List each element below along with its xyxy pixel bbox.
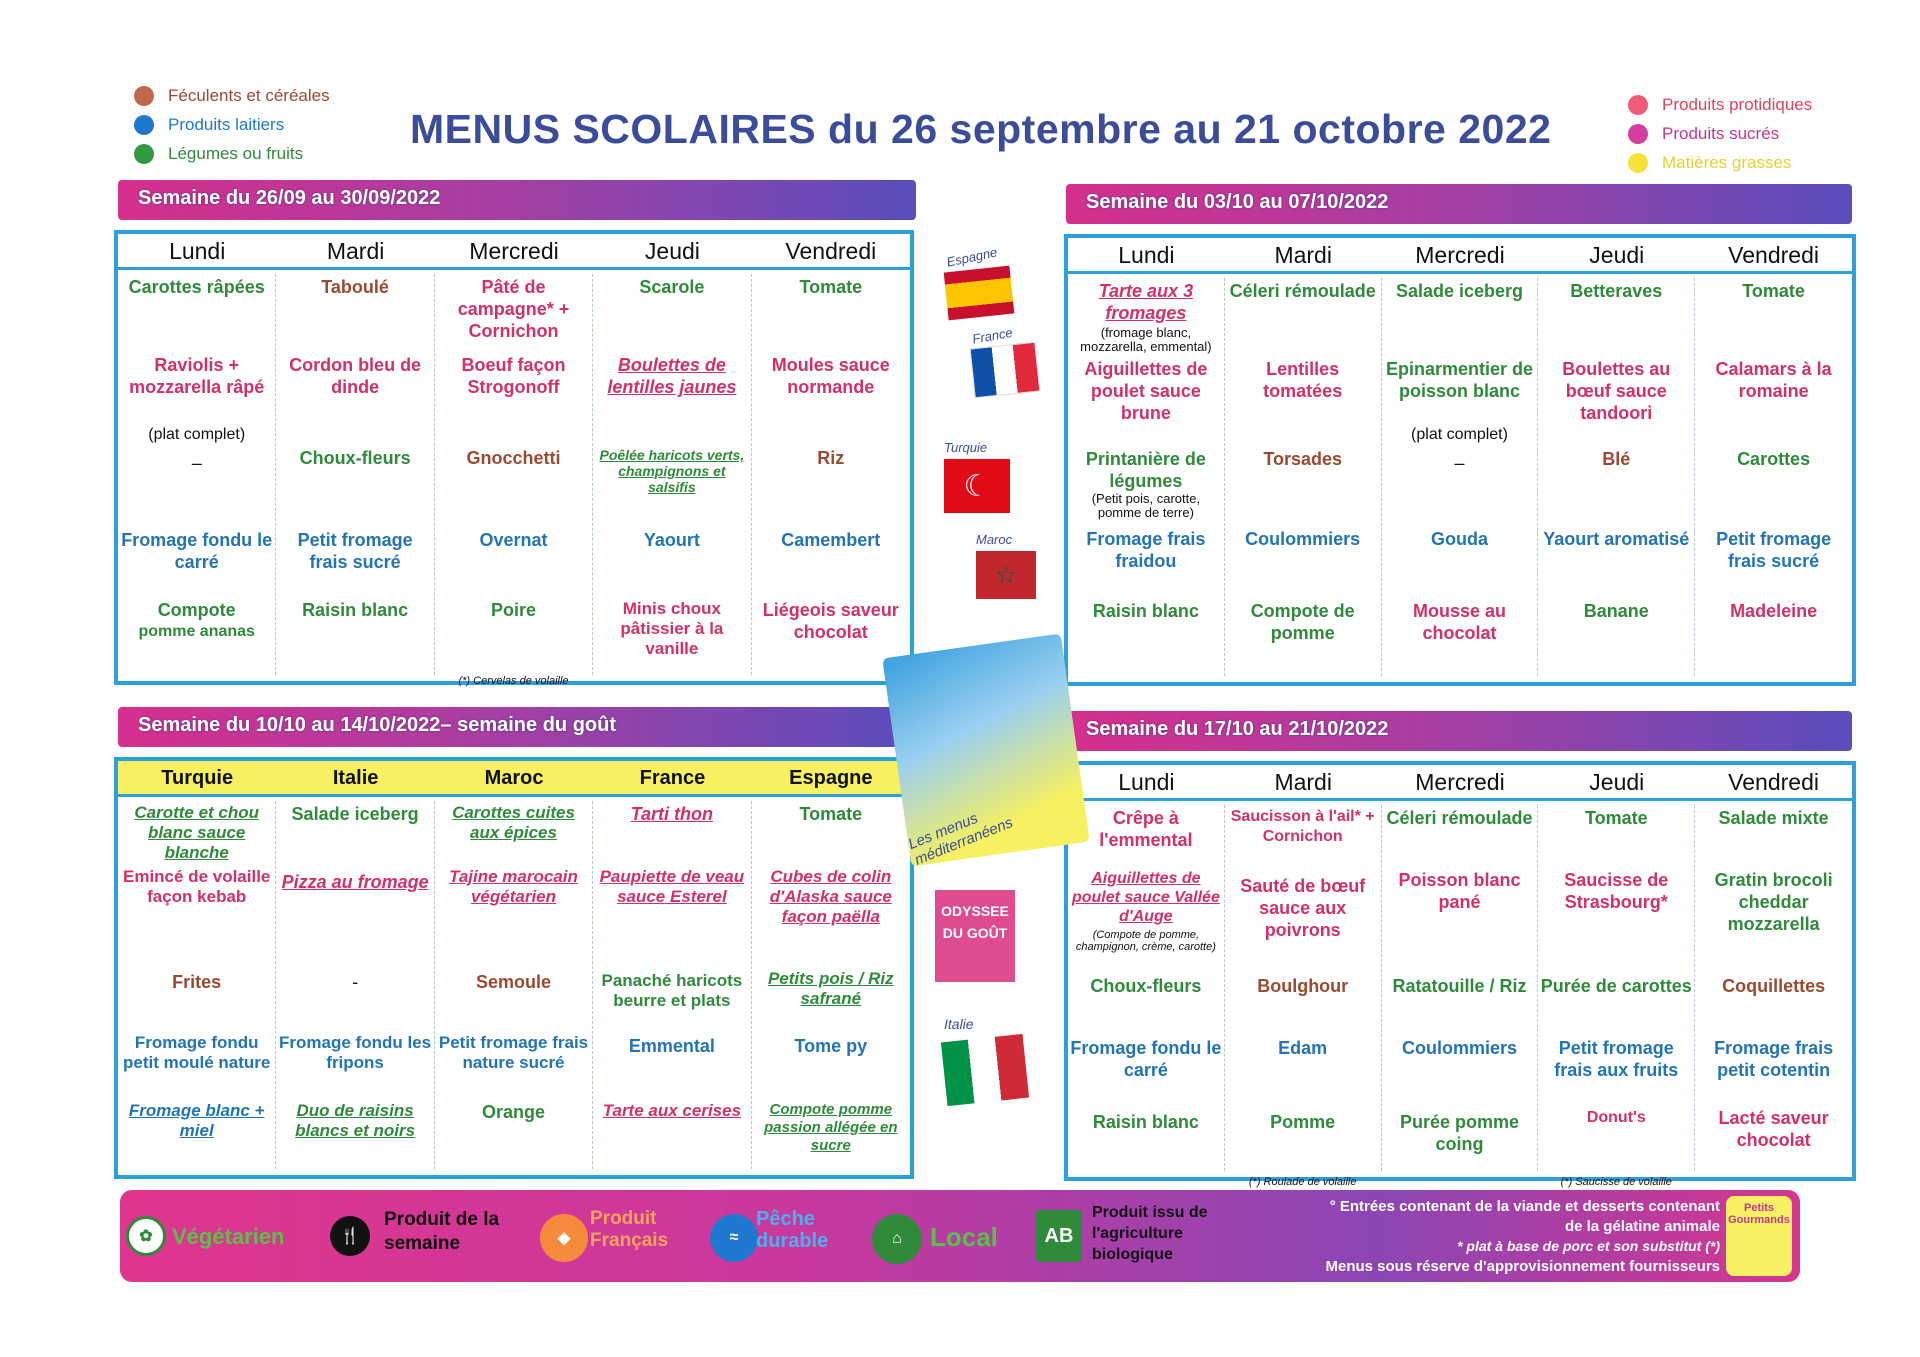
flag-label: Maroc (976, 532, 1013, 547)
menu-item: Tome py (794, 1036, 868, 1056)
menu-item: Céleri rémoulade (1386, 808, 1533, 828)
menu-item-detail: (Compote de pomme, champignon, crème, carotte) (1075, 929, 1216, 953)
menu-item: Poisson blanc pané (1398, 870, 1521, 912)
week3-banner: Semaine du 10/10 au 14/10/2022– semaine du goût (118, 707, 916, 747)
menu-item: Salade iceberg (291, 804, 419, 824)
menu-item: Coquillettes (1722, 976, 1826, 996)
menu-item: Poire (490, 600, 536, 620)
day-lundi: Lundi (169, 238, 226, 264)
footer-semaine: Produit de la semaine (384, 1209, 500, 1254)
menu-item: Orange (481, 1102, 545, 1122)
menu-item: Céleri rémoulade (1229, 281, 1376, 301)
morocco-flag-icon: ☆ (976, 551, 1036, 599)
menu-item: Panaché haricots beurre et plats (601, 971, 743, 1010)
menu-item: Tomate (1584, 808, 1648, 828)
menu-item: Fromage fondu petit moulé nature (123, 1033, 271, 1072)
week4-banner: Semaine du 17/10 au 21/10/2022 (1066, 711, 1852, 751)
badge-mediterraneens (882, 633, 1089, 869)
menu-item: Fromage fondu le carré (1070, 1038, 1222, 1080)
menu-item: Taboulé (321, 277, 389, 297)
legend-label: Produits sucrés (1662, 124, 1780, 143)
week4-note1: (*) Roulade de volaille (1248, 1176, 1357, 1188)
menu-item: Madeleine (1730, 601, 1818, 621)
footer-note4: Menus sous réserve d'approvisionnement fournisseurs (1325, 1258, 1720, 1275)
footer-peche: Pêche durable (756, 1208, 829, 1252)
menu-item: Sauté de bœuf sauce aux poivrons (1240, 876, 1366, 940)
menu-item: Saucisse de Strasbourg* (1564, 870, 1669, 912)
menu-item-link[interactable]: Tarte aux cerises (602, 1101, 742, 1120)
menu-item-link[interactable]: Fromage blanc + miel (128, 1101, 265, 1140)
legend-legumes (134, 144, 303, 164)
menu-item-link[interactable]: Aiguillettes de poulet sauce Vallée d'Auge (1071, 870, 1220, 925)
menu-item: Emincé de volaille façon kebab (122, 867, 271, 906)
menu-item: Mousse au chocolat (1412, 601, 1506, 643)
menu-item: Banane (1583, 601, 1649, 621)
day-mercredi: Mercredi (1415, 242, 1505, 268)
day-vendredi: Vendredi (1728, 769, 1819, 795)
menu-item: Carottes râpées (128, 277, 265, 297)
menu-item: Semoule (475, 972, 551, 992)
badge-label: ODYSSEE DU GOÛT (941, 903, 1009, 941)
week2-col-mardi (1225, 278, 1382, 676)
country-maroc: Maroc (484, 767, 544, 789)
legend-laitiers (134, 115, 284, 135)
day-mardi: Mardi (1274, 242, 1332, 268)
menu-item: Salade mixte (1718, 808, 1829, 828)
menu-item-link[interactable]: Pizza au fromage (281, 872, 429, 892)
menu-item: Yaourt aromatisé (1543, 529, 1690, 549)
menu-item: Purée de carottes (1540, 976, 1692, 996)
menu-item-link[interactable]: Petits pois / Riz safrané (767, 969, 894, 1008)
menu-item: Choux-fleurs (1090, 976, 1202, 996)
legend-label: Matières grasses (1662, 153, 1792, 172)
menu-item: Moules sauce normande (771, 355, 890, 397)
week3-col-vendredi (752, 801, 910, 1169)
country-espagne: Espagne (789, 767, 873, 789)
menu-item: Crêpe à l'emmental (1099, 808, 1193, 850)
menu-item: Epinarmentier de poisson blanc (1385, 359, 1534, 401)
week1-col-lundi (118, 274, 276, 675)
footer-note1: ° Entrées contenant de la viande et desserts contenant (1329, 1198, 1720, 1215)
day-vendredi: Vendredi (785, 238, 877, 264)
ab-bio-icon: AB (1036, 1210, 1082, 1262)
menu-item: Boeuf façon Strogonoff (461, 355, 566, 397)
menu-item: Camembert (781, 530, 881, 550)
day-mercredi: Mercredi (1415, 769, 1505, 795)
menu-item: Overnat (479, 530, 548, 550)
week2-col-mercredi (1382, 278, 1539, 676)
week2-banner: Semaine du 03/10 au 07/10/2022 (1066, 184, 1852, 224)
footer-local: Local (930, 1222, 998, 1252)
menu-item: Aiguillettes de poulet sauce brune (1084, 359, 1208, 423)
week1-menu (114, 230, 914, 685)
dot-sucres-icon (1628, 124, 1648, 144)
menu-item: Lacté saveur chocolat (1718, 1108, 1829, 1150)
menu-item: Petit fromage frais aux fruits (1554, 1038, 1679, 1080)
flag-espagne (945, 244, 1012, 317)
day-jeudi: Jeudi (1589, 242, 1645, 268)
menu-item: Saucisson à l'ail* + Cornichon (1230, 808, 1375, 845)
week4-menu (1064, 761, 1856, 1188)
menu-item: Compote (157, 600, 236, 620)
peche-durable-icon: ≈ (710, 1214, 758, 1262)
week2-col-lundi (1068, 278, 1225, 676)
footer-note3: * plat à base de porc et son substitut (*) (1457, 1238, 1720, 1254)
menu-item-link[interactable]: Paupiette de veau sauce Esterel (599, 867, 745, 906)
menu-item: Raviolis + mozzarella râpé (129, 355, 265, 397)
dot-matieres-icon (1628, 153, 1648, 173)
dot-legumes-icon (134, 144, 154, 164)
petits-gourmands-logo: Petits Gourmands (1726, 1196, 1792, 1276)
country-italie: Italie (332, 767, 379, 789)
week1-col-jeudi (593, 274, 751, 675)
menu-item: Yaourt (643, 530, 700, 550)
odyssee-gout-logo (935, 890, 1015, 982)
week3-col-mercredi (435, 801, 593, 1169)
menu-item: Coulommiers (1245, 529, 1361, 549)
menu-item: Calamars à la romaine (1715, 359, 1832, 401)
menu-item: Purée pomme coing (1399, 1112, 1520, 1154)
footer-legend (120, 1190, 1800, 1282)
footer-vegetarien: Végétarien (172, 1224, 285, 1249)
menu-item: Lentilles tomatées (1263, 359, 1343, 401)
menu-item: Tomate (799, 277, 863, 297)
week3-col-lundi (118, 801, 276, 1169)
country-france: France (639, 767, 706, 789)
week4-col-jeudi (1538, 805, 1695, 1188)
menu-item: (plat complet) (148, 426, 246, 443)
menu-item: Fromage frais fraidou (1086, 529, 1206, 571)
menu-item: Gnocchetti (466, 448, 561, 468)
menu-item: Petit fromage frais sucré (297, 530, 413, 572)
dot-protidiques-icon (1628, 95, 1648, 115)
week1-banner: Semaine du 26/09 au 30/09/2022 (118, 180, 916, 220)
day-jeudi: Jeudi (1589, 769, 1645, 795)
fork-knife-icon: 🍴 (330, 1216, 370, 1256)
flag-label: Espagne (945, 244, 999, 270)
week1-day-header (118, 234, 910, 270)
menu-item-link[interactable]: Boulettes de lentilles jaunes (607, 355, 737, 397)
week4-col-mercredi (1382, 805, 1539, 1171)
menu-item: Torsades (1263, 449, 1343, 469)
legend-label: Légumes ou fruits (168, 144, 304, 163)
menu-item: Petit fromage frais nature sucré (438, 1033, 589, 1072)
turkey-flag-icon: ☾ (944, 459, 1010, 513)
menu-item: Raisin blanc (302, 600, 409, 620)
week3-col-jeudi (593, 801, 751, 1169)
week4-note2: (*) Saucisse de volaille (1560, 1176, 1672, 1188)
menu-item: Cordon bleu de dinde (289, 355, 422, 397)
menu-item: – (1454, 453, 1465, 473)
week4-col-mardi (1225, 805, 1382, 1188)
legend-matieres (1628, 153, 1791, 173)
menu-item: Coulommiers (1401, 1038, 1517, 1058)
menu-item: Fromage frais petit cotentin (1714, 1038, 1834, 1080)
menu-item-link[interactable]: Tarte aux 3 fromages (1098, 281, 1194, 323)
menu-item: pomme ananas (138, 623, 255, 640)
menu-item: Salade iceberg (1395, 281, 1524, 301)
menu-item: Petit fromage frais sucré (1716, 529, 1832, 571)
menu-item: Carottes (1737, 449, 1811, 469)
legend-protidiques (1628, 95, 1812, 115)
legend-label: Produits laitiers (168, 115, 285, 134)
legend-feculents (134, 86, 330, 106)
day-lundi: Lundi (1118, 769, 1175, 795)
menu-item: Raisin blanc (1092, 601, 1199, 621)
menu-item: Boulghour (1257, 976, 1349, 996)
menu-item-link[interactable]: Tarti thon (630, 804, 714, 824)
menu-item: Boulettes au bœuf sauce tandoori (1562, 359, 1671, 423)
week4-col-vendredi (1695, 805, 1852, 1171)
flag-label: Turquie (944, 440, 988, 455)
menu-item-detail: (Petit pois, carotte, pomme de terre) (1091, 491, 1201, 520)
legend-sucres (1628, 124, 1779, 144)
menu-item: Emmental (628, 1036, 715, 1056)
menu-item: Betteraves (1570, 281, 1663, 301)
menu-item: Blé (1602, 449, 1631, 469)
flag-turquie (944, 440, 1010, 513)
legend-label: Produits protidiques (1662, 95, 1813, 114)
menu-item: Fromage fondu les fripons (279, 1033, 432, 1072)
week2-day-header (1068, 238, 1852, 274)
flag-france (972, 326, 1038, 395)
menu-item: Gratin brocoli cheddar mozzarella (1714, 870, 1833, 934)
country-turquie: Turquie (161, 767, 234, 789)
menu-item: Choux-fleurs (299, 448, 411, 468)
spain-flag-icon (944, 266, 1015, 321)
menu-item: Raisin blanc (1092, 1112, 1199, 1132)
week1-col-mardi (276, 274, 434, 675)
day-mardi: Mardi (326, 238, 385, 264)
flag-label: Italie (944, 1016, 974, 1032)
week1-col-vendredi (752, 274, 910, 675)
week1-note: (*) Cervelas de volaille (458, 675, 569, 687)
menu-item-link[interactable]: Cubes de colin d'Alaska sauce façon paëlla (769, 867, 892, 926)
menu-item: Ratatouille / Riz (1392, 976, 1527, 996)
week2-col-vendredi (1695, 278, 1852, 676)
menu-item: Donut's (1586, 1109, 1646, 1126)
menu-item: Printanière de légumes (1085, 449, 1206, 491)
week3-menu (114, 757, 914, 1179)
week2-col-jeudi (1538, 278, 1695, 676)
vegetarien-icon: ✿ (126, 1216, 166, 1256)
menu-item: Frites (172, 972, 222, 992)
menu-item-link[interactable]: Tajine marocain végétarien (449, 867, 578, 906)
day-lundi: Lundi (1118, 242, 1175, 268)
day-mercredi: Mercredi (469, 238, 559, 264)
menu-item: - (352, 972, 359, 992)
week4-day-header (1068, 765, 1852, 801)
footer-note2: de la gélatine animale (1564, 1218, 1720, 1235)
day-jeudi: Jeudi (644, 238, 700, 264)
italy-flag-icon (941, 1034, 1029, 1106)
legend-label: Féculents et céréales (168, 86, 330, 105)
day-mardi: Mardi (1274, 769, 1332, 795)
week1-col-mercredi (435, 274, 593, 687)
menu-item: Tomate (799, 804, 863, 824)
menu-item-link[interactable]: Compote pomme passion allégée en sucre (764, 1101, 898, 1154)
menu-item: Scarole (639, 277, 705, 297)
footer-francais: Produit Français (590, 1208, 669, 1251)
week2-menu (1064, 234, 1856, 686)
badge-label: Les menus méditerranéens (905, 809, 1016, 869)
week3-col-mardi (276, 801, 434, 1169)
menu-item: Pâté de campagne* + Cornichon (457, 277, 570, 341)
menu-item: Compote de pomme (1250, 601, 1355, 643)
menu-item: Fromage fondu le carré (121, 530, 273, 572)
dot-laitiers-icon (134, 115, 154, 135)
flag-label: France (971, 324, 1014, 347)
dot-feculents-icon (134, 86, 154, 106)
menu-item-link[interactable]: Carottes cuites aux épices (452, 803, 575, 842)
menu-item-link[interactable]: Carotte et chou blanc sauce blanche (134, 803, 260, 862)
week4-col-lundi (1068, 805, 1225, 1171)
menu-item: – (191, 453, 202, 473)
day-vendredi: Vendredi (1728, 242, 1819, 268)
menu-item-detail: (fromage blanc, mozzarella, emmental) (1080, 325, 1212, 354)
page-title: MENUS SCOLAIRES du 26 septembre au 21 octobre 2022 (410, 106, 1552, 152)
menu-item-link[interactable]: Duo de raisins blancs et noirs (295, 1101, 416, 1140)
menu-item: Pomme (1270, 1112, 1336, 1132)
local-icon: ⌂ (872, 1214, 922, 1264)
menu-item: Tomate (1742, 281, 1805, 301)
france-map-icon: ◆ (540, 1214, 588, 1262)
footer-bio: Produit issu de l'agriculture biologique (1092, 1204, 1208, 1263)
menu-item: Gouda (1430, 529, 1488, 549)
week3-country-header (118, 761, 910, 797)
france-flag-icon (970, 342, 1041, 399)
flag-italie (944, 1016, 1026, 1102)
menu-item-link[interactable]: Poêlée haricots verts, champignons et salsifis (599, 447, 745, 495)
menu-item: Riz (817, 448, 845, 468)
menu-item: Minis choux pâtissier à la vanille (620, 599, 724, 658)
menu-item: (plat complet) (1411, 426, 1508, 443)
flag-maroc (976, 532, 1036, 599)
menu-item: Edam (1278, 1038, 1328, 1058)
menu-item: Liégeois saveur chocolat (762, 600, 899, 642)
